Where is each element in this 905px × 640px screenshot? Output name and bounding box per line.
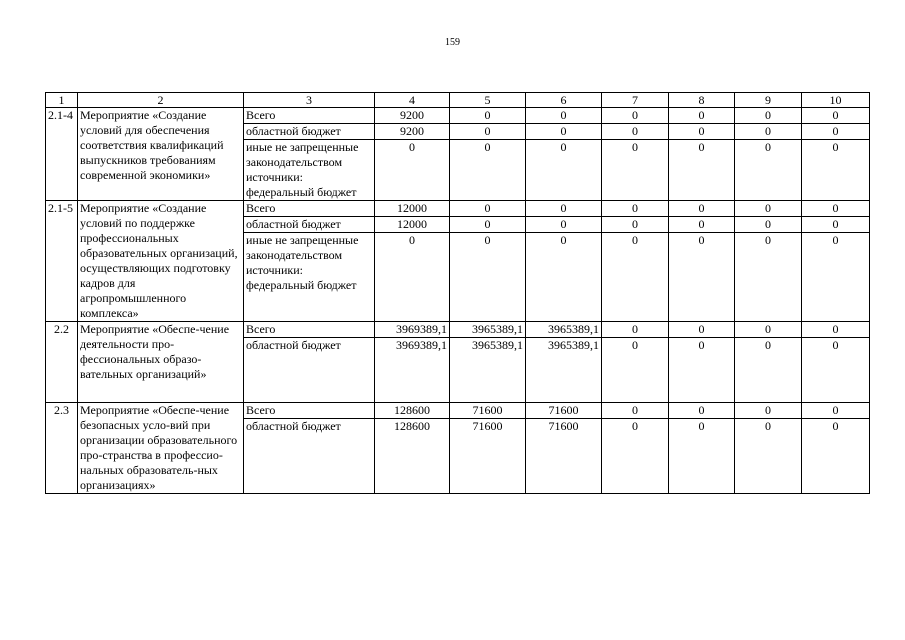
value-cell: 0 <box>526 233 602 322</box>
value-cell: 0 <box>735 322 802 338</box>
value-cell: 0 <box>526 201 602 217</box>
column-header: 8 <box>669 93 735 108</box>
value-cell: 0 <box>602 338 669 403</box>
value-cell: 0 <box>735 140 802 201</box>
value-cell: 3965389,1 <box>450 322 526 338</box>
value-cell: 0 <box>602 403 669 419</box>
value-cell: 3965389,1 <box>450 338 526 403</box>
funding-source: Всего <box>244 403 375 419</box>
value-cell: 0 <box>802 419 870 494</box>
value-cell: 0 <box>450 201 526 217</box>
value-cell: 0 <box>669 201 735 217</box>
value-cell: 0 <box>735 124 802 140</box>
value-cell: 0 <box>602 217 669 233</box>
funding-source: Всего <box>244 108 375 124</box>
funding-source: иные не запрещенные законодательством источники: федеральный бюджет <box>244 233 375 322</box>
value-cell: 3965389,1 <box>526 322 602 338</box>
value-cell: 0 <box>375 233 450 322</box>
value-cell: 0 <box>602 108 669 124</box>
value-cell: 0 <box>669 140 735 201</box>
funding-source: областной бюджет <box>244 338 375 403</box>
item-number: 2.1-5 <box>46 201 78 322</box>
column-header: 9 <box>735 93 802 108</box>
column-header: 2 <box>78 93 244 108</box>
value-cell: 0 <box>526 217 602 233</box>
item-number: 2.1-4 <box>46 108 78 201</box>
value-cell: 0 <box>669 124 735 140</box>
value-cell: 0 <box>526 108 602 124</box>
value-cell: 0 <box>375 140 450 201</box>
funding-source: областной бюджет <box>244 419 375 494</box>
item-description: Мероприятие «Обеспе-чение деятельности про-фессиональных образо-вательных организаций» <box>78 322 244 403</box>
value-cell: 0 <box>802 322 870 338</box>
value-cell: 0 <box>735 338 802 403</box>
value-cell: 0 <box>802 338 870 403</box>
table-row <box>46 322 870 338</box>
value-cell: 0 <box>450 124 526 140</box>
value-cell: 128600 <box>375 403 450 419</box>
column-header: 6 <box>526 93 602 108</box>
page-number: 159 <box>445 37 460 48</box>
value-cell: 0 <box>802 217 870 233</box>
item-number: 2.2 <box>46 322 78 403</box>
value-cell: 0 <box>735 233 802 322</box>
value-cell: 0 <box>602 140 669 201</box>
value-cell: 12000 <box>375 217 450 233</box>
column-header: 5 <box>450 93 526 108</box>
value-cell: 0 <box>802 403 870 419</box>
value-cell: 0 <box>669 322 735 338</box>
value-cell: 0 <box>669 403 735 419</box>
value-cell: 0 <box>526 124 602 140</box>
value-cell: 0 <box>602 322 669 338</box>
column-header: 7 <box>602 93 669 108</box>
value-cell: 3965389,1 <box>526 338 602 403</box>
value-cell: 0 <box>802 124 870 140</box>
item-description: Мероприятие «Обеспе-чение безопасных усло-вий при организации образовательного про-странства в профессио-нальных образователь-ных организациях» <box>78 403 244 494</box>
value-cell: 0 <box>450 233 526 322</box>
value-cell: 71600 <box>450 403 526 419</box>
value-cell: 0 <box>669 338 735 403</box>
value-cell: 0 <box>735 201 802 217</box>
value-cell: 0 <box>602 419 669 494</box>
value-cell: 0 <box>735 217 802 233</box>
value-cell: 128600 <box>375 419 450 494</box>
funding-source: иные не запрещенные законодательством источники: федеральный бюджет <box>244 140 375 201</box>
table-row <box>46 108 870 124</box>
value-cell: 0 <box>450 108 526 124</box>
value-cell: 0 <box>802 140 870 201</box>
item-number: 2.3 <box>46 403 78 494</box>
column-header: 4 <box>375 93 450 108</box>
value-cell: 0 <box>450 140 526 201</box>
value-cell: 0 <box>802 108 870 124</box>
header-row <box>46 93 870 108</box>
item-description: Мероприятие «Создание условий для обеспечения соответствия квалификаций выпускников требованиям современной экономики» <box>78 108 244 201</box>
table-row <box>46 403 870 419</box>
funding-source: Всего <box>244 322 375 338</box>
item-description: Мероприятие «Создание условий по поддержке профессиональных образовательных организаций, осуществляющих подготовку кадров для агропромышленного комплекса» <box>78 201 244 322</box>
value-cell: 0 <box>526 140 602 201</box>
value-cell: 9200 <box>375 108 450 124</box>
column-header: 3 <box>244 93 375 108</box>
value-cell: 0 <box>669 233 735 322</box>
value-cell: 0 <box>450 217 526 233</box>
value-cell: 0 <box>802 233 870 322</box>
value-cell: 0 <box>802 201 870 217</box>
value-cell: 12000 <box>375 201 450 217</box>
table-row <box>46 201 870 217</box>
value-cell: 71600 <box>526 419 602 494</box>
funding-source: областной бюджет <box>244 217 375 233</box>
value-cell: 0 <box>735 419 802 494</box>
column-header: 10 <box>802 93 870 108</box>
funding-source: Всего <box>244 201 375 217</box>
funding-source: областной бюджет <box>244 124 375 140</box>
value-cell: 0 <box>669 419 735 494</box>
value-cell: 71600 <box>526 403 602 419</box>
value-cell: 9200 <box>375 124 450 140</box>
value-cell: 0 <box>602 124 669 140</box>
value-cell: 0 <box>669 108 735 124</box>
value-cell: 3969389,1 <box>375 322 450 338</box>
value-cell: 71600 <box>450 419 526 494</box>
value-cell: 0 <box>602 233 669 322</box>
budget-table <box>45 92 870 494</box>
value-cell: 0 <box>602 201 669 217</box>
value-cell: 0 <box>735 403 802 419</box>
value-cell: 0 <box>669 217 735 233</box>
value-cell: 3969389,1 <box>375 338 450 403</box>
column-header: 1 <box>46 93 78 108</box>
value-cell: 0 <box>735 108 802 124</box>
